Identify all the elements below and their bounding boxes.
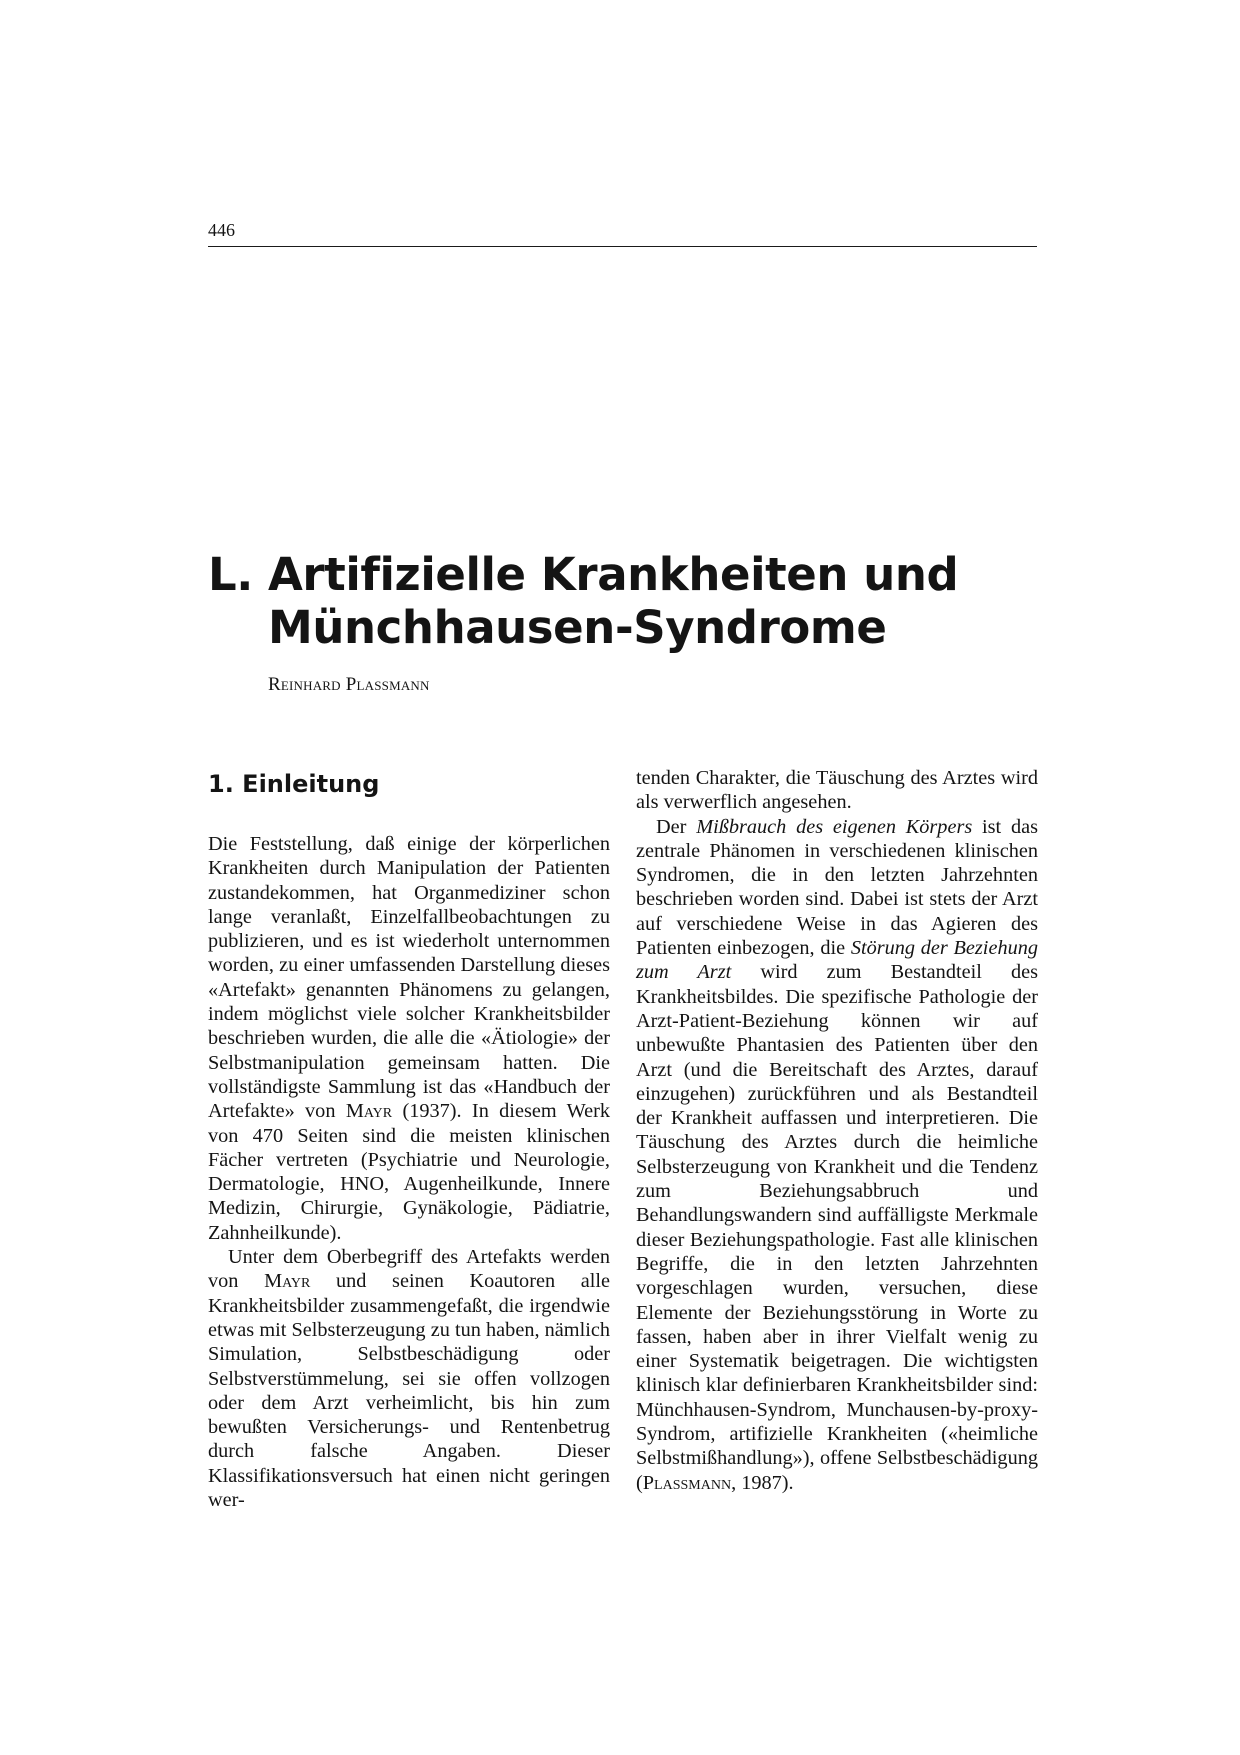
page-number: 446 — [208, 220, 235, 240]
chapter-letter-spacer — [208, 601, 268, 654]
chapter-title-text-2: Münchhausen-Syndrome — [268, 601, 887, 654]
text-run: und seinen Koautoren alle Krankheitsbilder zusammengefaßt, die irgendwie etwas mit Selbsterzeugung zu tun haben, nämlich Simulation, Selbstbeschädigung oder Selbstverstümmelung, sei sie offen vollzogen oder dem Arzt verheimlicht, bis hin zum bewußten Versicherungs- und Rentenbetrug durch falsche Angaben. Dieser Klassifikationsversuch hat einen nicht geringen wer- — [208, 1270, 611, 1512]
paragraph — [208, 1245, 610, 1512]
section-heading: 1. Einleitung — [208, 770, 380, 798]
text-run: tenden Charakter, die Täuschung des Arztes wird als verwerflich angesehen. — [636, 767, 1038, 814]
cited-author: Plassmann — [642, 1471, 732, 1494]
cited-author: Mayr — [345, 1100, 393, 1123]
text-run: Die Feststellung, daß einige der körperlichen Krankheiten durch Manipulation der Patienten zustandekommen, hat Organmediziner schon lange veranlaßt, Einzelfallbeobachtungen zu publizieren, und es ist wiederholt unternommen worden, zu einer umfassenden Darstellung dieses «Artefakt» genannten Phänomens zu gelangen, indem möglichst viele solcher Krankheitsbilder beschrieben wurden, die alle die «Ätiologie» der Selbstmanipulation gemeinsam hatten. Die vollständigste Sammlung ist das «Handbuch der Artefakte» von — [208, 833, 610, 1123]
cited-author: Mayr — [264, 1270, 311, 1293]
header-rule — [208, 246, 1037, 247]
text-run: (1937). In diesem Werk von 470 Seiten sind die meisten klinischen Fächer vertreten (Psychiatrie und Neurologie, Dermatologie, HNO, Augenheilkunde, Innere Medizin, Chirurgie, Gynäkologie, Pädiatrie, Zahnheilkunde). — [208, 1100, 610, 1244]
emphasis: Mißbrauch des eigenen Körpers — [696, 815, 973, 838]
text-run: wird zum Bestandteil des Krankheitsbildes. Die spezifische Pathologie der Arzt-Patient-Beziehung können wir auf unbewußte Phantasien des Patienten über den Arzt (und die Bereitschaft des Arztes, darauf einzugehen) zurückführen und als Bestandteil der Krankheit auffassen und interpretieren. Die Täuschung des Arztes durch die heimliche Selbsterzeugung von Krankheit und die Tendenz zum Beziehungsabbruch und Behandlungswandern sind auffälligste Merkmale dieser Beziehungspathologie. Fast alle klinischen Begriffe, die in den letzten Jahrzehnten vorgeschlagen wurden, versuchen, diese Elemente der Beziehungsstörung in Worte zu fassen, haben aber in ihrer Vielfalt wenig zu einer Systematik beigetragen. Die wichtigsten klinisch klar definierbaren Krankheitsbilder sind: Münchhausen-Syndrom, Munchausen-by-proxy-Syndrom, artifizielle Krankheiten («heimliche Selbstmißhandlung»), offene Selbstbeschädigung ( — [636, 961, 1039, 1494]
right-column — [636, 766, 1038, 1495]
chapter-letter: L. — [208, 548, 253, 601]
text-run: Der — [656, 815, 697, 838]
emphasis: Störung der Beziehung zum Arzt — [636, 937, 1039, 984]
paragraph — [636, 815, 1038, 1495]
text-run: , 1987). — [731, 1471, 794, 1494]
chapter-title-text-1: Artifizielle Krankheiten und — [268, 548, 959, 601]
paragraph — [208, 832, 610, 1245]
chapter-title — [208, 548, 1068, 654]
text-run: Unter dem Oberbegriff des Artefakts werden von — [208, 1246, 610, 1293]
chapter-title-line-2 — [208, 601, 1068, 654]
text-run: ist das zentrale Phänomen in verschiedenen klinischen Syndromen, die in den letzten Jahrzehnten beschrieben worden sind. Dabei ist stets der Arzt auf verschiedene Weise in das Agieren des Patienten einbezogen, die — [636, 815, 1038, 960]
left-column — [208, 832, 610, 1512]
chapter-author: Reinhard Plassmann — [268, 674, 430, 695]
chapter-title-line-1 — [208, 548, 1068, 601]
paragraph — [636, 766, 1038, 815]
